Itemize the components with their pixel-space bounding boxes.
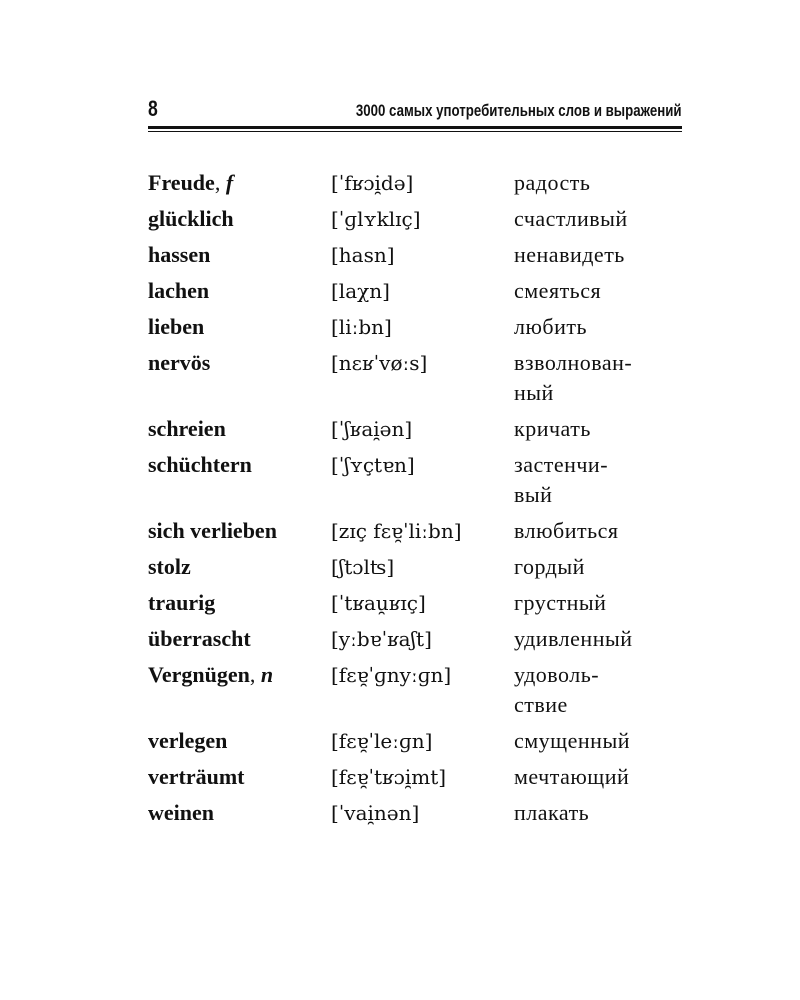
german-word — [148, 762, 331, 792]
ipa-transcription: [ˈtʁau̯ʁɪç] — [331, 591, 426, 615]
vocabulary-list — [148, 168, 688, 834]
german-word-text: lachen — [148, 278, 210, 303]
ipa-transcription: [ˈʃʏçtɐn] — [331, 453, 415, 477]
german-word: Freude, f — [148, 170, 234, 195]
german-word — [148, 348, 331, 408]
vocab-entry — [148, 450, 688, 516]
vocab-entry — [148, 516, 688, 552]
german-word-text: glücklich — [148, 206, 234, 231]
german-word-text: lieben — [148, 314, 205, 339]
header-rule-thick — [148, 126, 682, 129]
german-word: Vergnügen, n — [148, 662, 274, 687]
russian-translation: смущенный — [514, 728, 630, 753]
german-word-text: verträumt — [148, 764, 245, 789]
russian-translation: смеяться — [514, 278, 602, 303]
ipa-transcription: [zɪç fɛɐ̯ˈliːbn] — [331, 519, 462, 543]
running-title: 3000 самых употребительных слов и выражений — [356, 101, 682, 120]
german-word-text: überrascht — [148, 626, 251, 651]
german-word — [148, 726, 331, 756]
vocab-entry — [148, 168, 688, 204]
vocab-entry — [148, 204, 688, 240]
ipa-transcription: [fɛɐ̯ˈtʁɔi̯mt] — [331, 765, 447, 789]
vocab-entry — [148, 348, 688, 414]
russian-translation: удивленный — [514, 626, 633, 651]
german-word — [148, 516, 331, 546]
russian-translation: удоволь- ствие — [514, 662, 600, 717]
russian-translation: мечтающий — [514, 764, 630, 789]
german-word-text: hassen — [148, 242, 211, 267]
german-word-text: verlegen — [148, 728, 228, 753]
vocab-entry — [148, 660, 688, 726]
grammatical-gender: f — [225, 170, 234, 195]
russian-translation: гордый — [514, 554, 585, 579]
ipa-transcription: [liːbn] — [331, 315, 392, 339]
german-word — [148, 624, 331, 654]
russian-translation: плакать — [514, 800, 590, 825]
german-word — [148, 588, 331, 618]
german-word-text: nervös — [148, 350, 211, 375]
german-word-text: weinen — [148, 800, 214, 825]
german-word-text: stolz — [148, 554, 191, 579]
russian-translation: ненавидеть — [514, 242, 625, 267]
russian-translation: кричать — [514, 416, 591, 441]
ipa-transcription: [laχn] — [331, 279, 390, 303]
ipa-transcription: [nɛʁˈvøːs] — [331, 351, 428, 375]
german-word — [148, 240, 331, 270]
ipa-transcription: [ˈvai̯nən] — [331, 801, 420, 825]
grammatical-gender: n — [260, 662, 274, 687]
german-word-text: sich verlieben — [148, 518, 277, 543]
russian-translation: любить — [514, 314, 588, 339]
vocab-entry — [148, 726, 688, 762]
vocab-entry — [148, 240, 688, 276]
ipa-transcription: [hasn] — [331, 243, 395, 267]
german-word — [148, 414, 331, 444]
german-word — [148, 798, 331, 828]
ipa-transcription: [ʃtɔlʦ] — [331, 555, 395, 579]
russian-translation: влюбиться — [514, 518, 619, 543]
russian-translation: грустный — [514, 590, 607, 615]
russian-translation: застенчи- вый — [514, 452, 609, 507]
page-header — [148, 96, 682, 124]
ipa-transcription: [yːbɐˈʁaʃt] — [331, 627, 432, 651]
vocab-entry — [148, 762, 688, 798]
ipa-transcription: [ˈʃʁai̯ən] — [331, 417, 413, 441]
german-word-text: Freude — [148, 170, 215, 195]
vocab-entry — [148, 312, 688, 348]
german-word — [148, 312, 331, 342]
russian-translation: радость — [514, 170, 591, 195]
ipa-transcription: [ˈfʁɔi̯də] — [331, 171, 414, 195]
german-word-text: schreien — [148, 416, 226, 441]
ipa-transcription: [fɛɐ̯ˈleːɡn] — [331, 729, 433, 753]
german-word-text: Vergnügen — [148, 662, 250, 687]
russian-translation: взволнован- ный — [514, 350, 633, 405]
header-rule-thin — [148, 131, 682, 132]
ipa-transcription: [ˈɡlʏklɪç] — [331, 207, 421, 231]
russian-translation: счастливый — [514, 206, 628, 231]
german-word — [148, 450, 331, 510]
vocab-entry — [148, 798, 688, 834]
ipa-transcription: [fɛɐ̯ˈɡnyːɡn] — [331, 663, 452, 687]
vocab-entry — [148, 552, 688, 588]
vocab-entry — [148, 624, 688, 660]
german-word — [148, 552, 331, 582]
german-word — [148, 276, 331, 306]
vocab-entry — [148, 414, 688, 450]
german-word — [148, 204, 331, 234]
vocab-entry — [148, 588, 688, 624]
german-word-text: traurig — [148, 590, 216, 615]
page-number: 8 — [148, 96, 158, 121]
german-word-text: schüchtern — [148, 452, 252, 477]
vocab-entry — [148, 276, 688, 312]
